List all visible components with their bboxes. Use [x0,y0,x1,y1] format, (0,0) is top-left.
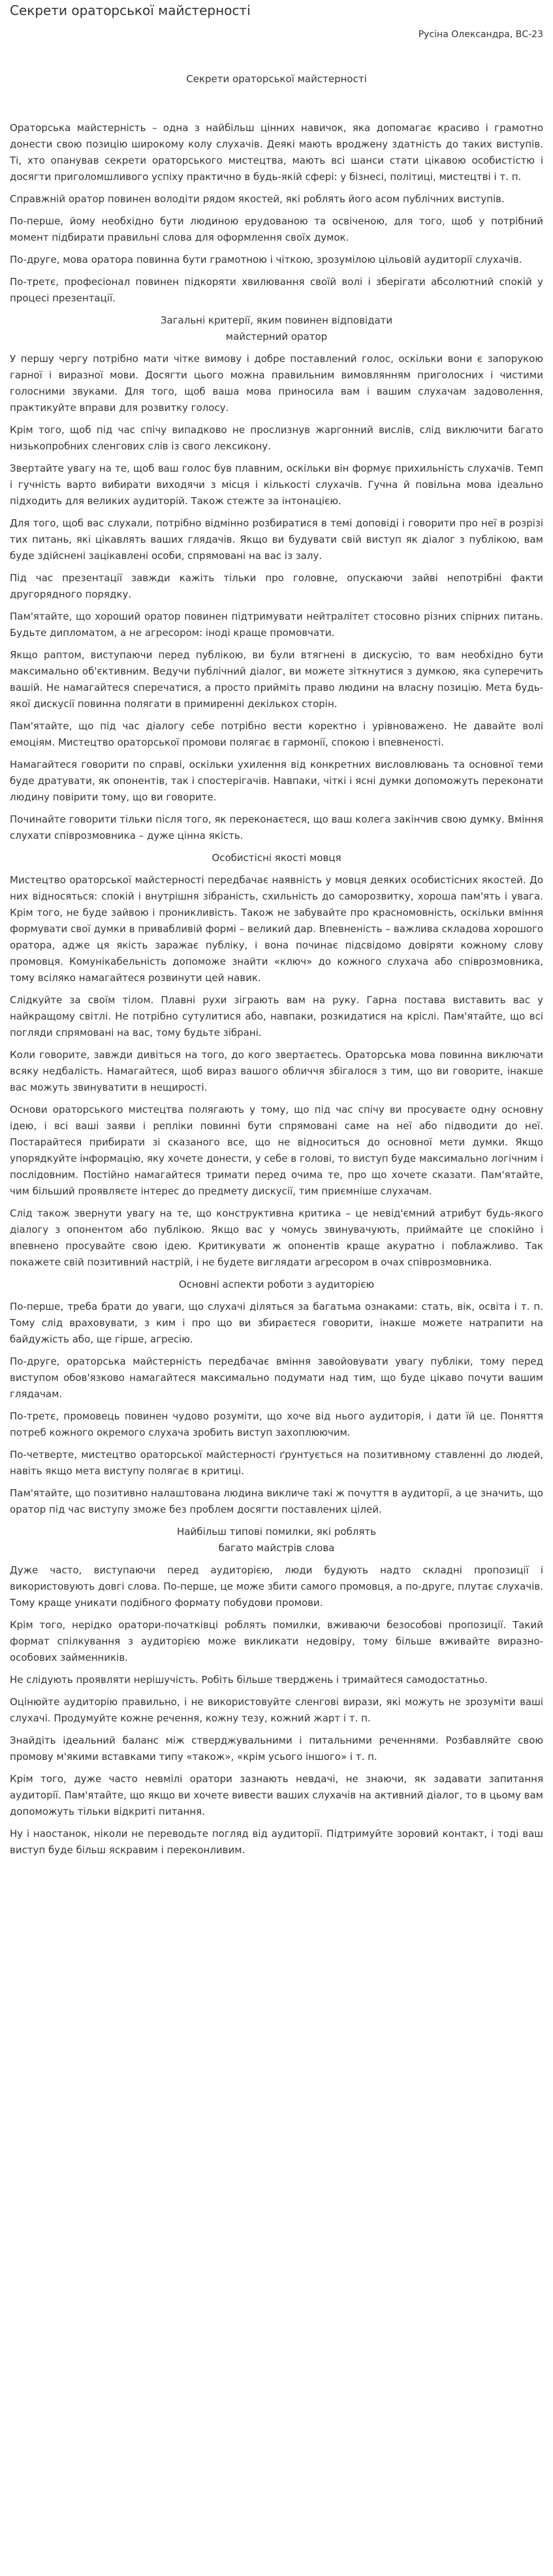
section [10,850,543,1271]
paragraph: Слідкуйте за своїм тілом. Плавні рухи зіграють вам на руку. Гарна постава виставить вас у найкращому світлі. Не потрібно сутулитися або, навпаки, розкидатися на кріслі. Пам'ятайте, що всі погляди спрямовані на вас, тому будьте зібрані. [10,994,543,1038]
paragraph: Починайте говорити тільки після того, як переконаєтеся, що ваш колега закінчив свою думку. Вміння слухати співрозмовника – дуже цінна якість. [10,813,543,841]
paragraph: Мистецтво ораторської майстерності передбачає наявність у мовця деяких особистісних якостей. До них відносяться: спокій і внутрішня зібраність, схильність до саморозвитку, хороша пам'ять і увага. Крім того, не буде зайвою і проникливість. Також не забувайте про красномовність, оскільки вміння формувати свої думки в привабливій формі – великий дар. Впевненість – важлива складова хорошого оратора, адже ця якість заражає публіку, і вона починає підсвідомо довіряти кожному слову промовця. Комунікабельність допоможе знайти «ключ» до кожного слухача або співрозмовника, тому всіляко намагайтеся розвинути цей навик. [10,874,543,984]
paragraph: Крім того, нерідко оратори-початківці роблять помилки, вживаючи безособові пропозиції. Такий формат спілкування з аудиторією може викликати недовіру, тому більше вживайте виразно-особових займенників. [10,1619,543,1663]
paragraph: Оцінюйте аудиторію правильно, і не використовуйте сленгові вирази, які можуть не зрозуміти ваші слухачі. Продумуйте кожне речення, кожну тезу, кожний жарт і т. п. [10,1696,543,1724]
paragraph: Якщо раптом, виступаючи перед публікою, ви були втягнені в дискусію, то вам необхідно бути максимально об'єктивним. Ведучи публічний діалог, ви можете зіткнутися з думкою, яка суперечить вашій. Не намагайтеся сперечатися, а просто прийміть право людини на власну позицію. Мета будь-якої дискусії повинна полягати в примиренні декількох сторін. [10,649,543,710]
section-heading: Секрети ораторської майстерності [186,73,367,85]
paragraph: Крім того, дуже часто невмілі оратори зазнають невдачі, не знаючи, як задавати запитання аудиторії. Пам'ятайте, що якщо ви хочете вивести ваших слухачів на активний діалог, то в цьому вам допоможуть тільки відкриті питання. [10,1773,543,1817]
section [10,1524,543,1858]
section-heading: багато майстрів слова [218,1542,335,1554]
paragraph: По-третє, професіонал повинен підкоряти хвилювання своїй волі і зберігати абсолютний спокій у процесі презентації. [10,276,543,304]
paragraph: Дуже часто, виступаючи перед аудиторією, люди будують надто складні пропозиції і використовують довгі слова. По-перше, це може збити самого промовця, а по-друге, плутає слухачів. Тому краще уникати подібного формату побудови промови. [10,1564,543,1609]
paragraph: По-друге, мова оратора повинна бути грамотною і чіткою, зрозумілою цільовій аудиторії слухачів. [10,254,522,265]
document-author: Русіна Олександра, ВС-23 [418,29,543,40]
paragraph: Основи ораторського мистецтва полягають у тому, що під час спічу ви просуваєте одну основну ідею, і всі ваші заяви і репліки повинні бути спрямовані саме на неї або підводити до неї. Постарайтеся прибирати зі сказаного все, що не відноситься до основної мети думки. Якщо упорядкуйте інформацію, яку хочете донести, у себе в голові, то виступ буде максимально логічним і послідовним. Постійно намагайтеся тримати перед очима те, про що хочете сказати. Пам'ятайте, чим більший проявляєте інтерес до предмету дискусії, тим приємніше слухачам. [10,1104,543,1197]
paragraph: По-четверте, мистецтво ораторської майстерності ґрунтується на позитивному ставленні до людей, навіть якщо мета виступу полягає в критиці. [10,1449,543,1477]
paragraph: Знайдіть ідеальний баланс між стверджувальними і питальними реченнями. Розбавляйте свою промову м'якими вставками типу «також», «крім усього іншого» і т. п. [10,1735,543,1763]
document-body [10,71,543,1858]
paragraph: Не слідують проявляти нерішучість. Робіть більше тверджень і тримайтеся самодостатньо. [10,1674,488,1686]
paragraph: По-третє, промовець повинен чудово розуміти, що хоче від нього аудиторія, і дати їй це. Поняття потреб кожного окремого слухача зробить виступ захоплюючим. [10,1410,543,1438]
paragraph: По-перше, треба брати до уваги, що слухачі діляться за багатьма ознаками: стать, вік, освіта і т. п. Тому слід враховувати, з ким і про що ви збираєтеся говорити, інакше можете натрапити на байдужість або, ще гірше, агресію. [10,1301,543,1345]
paragraph: Для того, щоб вас слухали, потрібно відмінно розбиратися в темі доповіді і говорити про неї в розрізі тих питань, які цікавлять ваших глядачів. Якщо ви будувати свій виступ як діалог з публікою, вам буде здійснені зацікавлені особи, спрямовані на вас із залу. [10,517,543,562]
paragraph: У першу чергу потрібно мати чітке вимову і добре поставлений голос, оскільки вони є запорукою гарної і виразної мови. Досягти цього можна правильним вимовлянням приголосних і чистими голосними звуками. Для того, щоб ваша мова приносила вам і вашим слухачам задоволення, практикуйте вправи для розвитку голосу. [10,353,543,414]
document-title: Секрети ораторської майстерності [10,3,251,18]
section-heading: Особистісні якості мовця [212,852,341,864]
paragraph: Під час презентації завжди кажіть тільки про головне, опускаючи зайві непотрібні факти другорядного порядку. [10,572,543,600]
paragraph: Пам'ятайте, що хороший оратор повинен підтримувати нейтралітет стосовно різних спірних питань. Будьте дипломатом, а не агресором: іноді краще промовчати. [10,611,543,639]
paragraph: Пам'ятайте, що позитивно налаштована людина викличе такі ж почуття в аудиторії, а це значить, що оратор під час виступу зможе без проблем досягти поставлених цілей. [10,1487,543,1515]
paragraph: Звертайте увагу на те, щоб ваш голос був плавним, оскільки він формує прихильність слухачів. Темп і гучність варто вибирати виходячи з місця і кількості слухачів. Гучна й повільна мова ідеально підходить для великих аудиторій. Також стежте за інтонацією. [10,462,543,507]
section [10,312,543,844]
paragraph: Ну і наостанок, ніколи не переводьте погляд від аудиторії. Підтримуйте зоровий контакт, і тоді ваш виступ буде більш яскравим і переконливим. [10,1828,543,1856]
section-heading: Найбільш типові помилки, які роблять [177,1526,376,1538]
document-header [10,2,543,40]
section-heading: Основні аспекти роботи з аудиторією [178,1279,375,1290]
paragraph: Ораторська майстерність – одна з найбільш цінних навичок, яка допомагає красиво і грамотно донести свою позицію широкому колу слухачів. Деякі мають вроджену здатність до таких виступів. Ті, хто опанував секрети ораторського мистецтва, мають всі шанси стати цікавою особистістю і досягти приголомшливого успіху практично в будь-якій сфері: у бізнесі, політиці, мистецтві і т. п. [10,122,543,183]
section-heading: Загальні критерії, яким повинен відповідати [160,314,393,326]
paragraph: По-друге, ораторська майстерність передбачає вміння завойовувати увагу публіки, тому перед виступом обов'язково намагайтеся максимально подумати над тим, що буде цікаво почути вашим глядачам. [10,1356,543,1400]
paragraph: Пам'ятайте, що під час діалогу себе потрібно вести коректно і урівноважено. Не давайте волі емоціям. Мистецтво ораторської промови полягає в гармонії, спокою і впевненості. [10,720,543,748]
section [10,1277,543,1518]
section [10,71,543,307]
paragraph: Намагайтеся говорити по справі, оскільки ухилення від конкретних висловлювань та основної теми буде дратувати, як опонентів, так і спостерігачів. Навпаки, чіткі і ясні думки допоможуть переконати людину повірити тому, що ви говорите. [10,759,543,803]
paragraph: Справжній оратор повинен володіти рядом якостей, які роблять його асом публічних виступів. [10,193,505,205]
paragraph: Коли говорите, завжди дивіться на того, до кого звертаєтесь. Ораторська мова повинна виключати всяку недбалість. Намагайтеся, щоб вираз вашого обличчя збігалося з тим, що ви говорите, інакше вас можуть звинуватити в нещирості. [10,1049,543,1093]
paragraph: Крім того, щоб під час спічу випадково не прослизнув жаргонний вислів, слід виключити багато низькопробних сленгових слів із свого лексикону. [10,424,543,452]
paragraph: По-перше, йому необхідно бути людиною ерудованою та освіченою, для того, щоб у потрібний момент підбирати правильні слова для оформлення своїх думок. [10,215,543,243]
paragraph: Слід також звернути увагу на те, що конструктивна критика – це невід'ємний атрибут будь-якого діалогу з опонентом або публікою. Якщо вас у чомусь звинувачують, приймайте це спокійно і впевнено просувайте свою ідею. Критикувати ж опонентів краще акуратно і поблажливо. Так покажете свій позитивний настрій, і не будете виглядати агресором в очах співрозмовника. [10,1207,543,1268]
section-heading: майстерний оратор [225,331,328,342]
